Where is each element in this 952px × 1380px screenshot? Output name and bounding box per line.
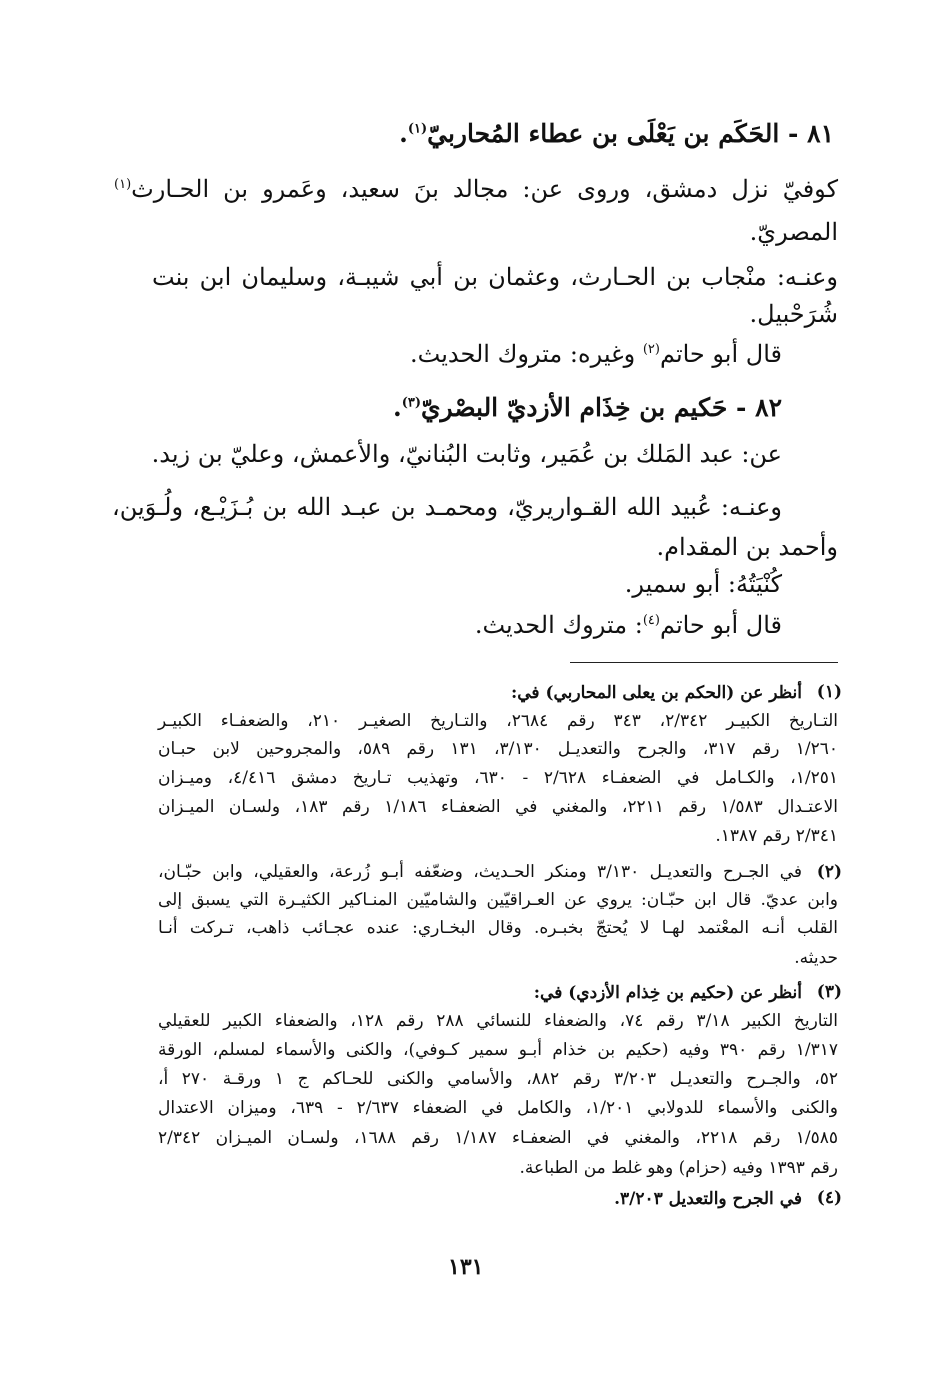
footnote-1-number: (١) [816, 682, 842, 702]
footnote-ref-1b: (١) [114, 177, 132, 192]
footnote-ref-4: (٤) [642, 613, 660, 628]
footnote-ref-2: (٢) [642, 342, 660, 357]
footnote-3-line-4: والكنى والأسماء للدولابي ١/٢٠١، والكامل في الضعفاء ٢/٦٣٧ - ٦٣٩، وميزان الاعتدال [158, 1098, 838, 1118]
footnote-3-line-2: ١/٣١٧ رقم ٣٩٠ وفيه (حكيم بن خذام أبـو سمير كـوفي)، والكنى والأسماء لمسلم، الورقة [158, 1040, 838, 1060]
page-number: ١٣١ [448, 1254, 484, 1280]
entry-81-students-line-2: شُرَحْبيل. [749, 300, 838, 328]
entry-81-verdict: قال أبو حاتم$^{(٢)}$ وغيره: متروك الحديث. [410, 340, 782, 368]
footnote-1-line-1: التـاريخ الكبيـر ٢/٣٤٢، ٣٤٣ رقم ٢٦٨٤، والتـاريخ الصغيـر ٢١٠، والضعفـاء الكبيـر [158, 711, 838, 731]
footnote-2-number: (٢) [816, 862, 842, 882]
entry-81-narrator-line: كوفيّ نزل دمشق، وروى عن: مجالد بنَ سعيد، وعَمرو بن الحـارث$^{(١)}$ [114, 175, 838, 203]
footnote-3-line-0: أنظر عن (حكيم بن خِذام الأزدي) في: [533, 983, 802, 1003]
footnote-1-line-3: ١/٢٥١، والكـامل في الضعفـاء ٢/٦٢٨ - ٦٣٠، وتهذيب تـاريخ دمشق ٤/٤١٦، وميـزان [158, 768, 838, 788]
footnote-1-line-2: ١/٢٦٠ رقم ٣١٧، والجرح والتعديـل ٣/١٣٠، ١٣١ رقم ٥٨٩، والمجروحين لابن حبـان [158, 739, 838, 759]
footnote-1-line-0: أنظر عن (الحكم بن يعلى المحاربي) في: [510, 683, 802, 703]
footnote-3-number: (٣) [816, 982, 842, 1002]
entry-82-verdict: قال أبو حاتم$^{(٤)}$: متروك الحديث. [474, 611, 782, 639]
footnote-2-line-2: القلب أنـه المعْتمد لهـا لا يُحتجّ بخبـره. وقال البخـاري: عنده عجـائب ذاهب، تـركت أنـا [158, 918, 838, 938]
footnote-1-line-4: الاعتـدال ١/٥٨٣ رقم ٢٢١١، والمغني في الضعفـاء ١/١٨٦ رقم ١٨٣، ولسـان الميـزان [158, 797, 838, 817]
footnote-4-number: (٤) [816, 1188, 842, 1208]
footnote-divider [570, 662, 838, 663]
footnote-2-line-1: وابن عديّ. قال ابن حبّـان: يروي عن العـراقيّين والشاميّين المنـاكير الكثيـرة التي يسبق إلى [158, 890, 838, 910]
footnote-3-line-1: التاريخ الكبير ٣/١٨ رقم ٧٤، والضعفاء للنسائي ٢٨٨ رقم ١٢٨، والضعفاء الكبير للعقيلي [158, 1011, 838, 1031]
footnote-ref-3: (٣) [401, 395, 421, 411]
footnote-1-line-5: ٢/٣٤١ رقم ١٣٨٧. [715, 826, 838, 846]
entry-82-teachers-line: عن: عبد المَلك بن عُمَير، وثابت البُنانيّ، والأعمش، وعليّ بن زيد. [151, 440, 782, 468]
entry-82-students-line-2: وأحمد بن المقدام. [656, 533, 838, 561]
footnote-2-line-3: حديثه. [794, 948, 838, 968]
footnote-3-line-5: ١/٥٨٥ رقم ٢٢١٨، والمغني في الضعفـاء ١/١٨٧ رقم ١٦٨٨، ولسـان الميـزان ٢/٣٤٢ [158, 1128, 838, 1148]
entry-81-students-line: وعنـه: منْجاب بن الحـارث، وعثمان بن أبي شيبـة، وسليمان ابن بنت [152, 263, 838, 291]
entry-82-heading: ٨٢ - حَكيم بن خِذَام الأزديّ البصْريّ$^{(٣)}$. [392, 393, 782, 422]
footnote-3-line-6: رقم ١٣٩٣ وفيه (حزام) وهو غلط من الطباعة. [519, 1158, 838, 1178]
entry-82-kunya: كُنْيَتُهُ: أبو سمير. [624, 570, 782, 598]
footnote-ref-1: (١) [407, 121, 428, 137]
entry-82-students-line: وعنـه: عُبيد الله القـواريريّ، ومحمـد بن عبـد الله بن بُـزَيْـع، ولُـوَين، [112, 493, 782, 521]
footnote-3-line-3: ٥٢، والجـرح والتعديـل ٣/٢٠٣ رقم ٨٨٢، والأسامي والكنى للحـاكم ج ١ ورقـة ٢٧٠ أ، [158, 1069, 838, 1089]
entry-81-heading: ٨١ - الحَكَم بن يَعْلَى بن عطاء المُحاربيّ$^{(١)}$. [399, 119, 834, 148]
entry-81-narrator-line-2: المصريّ. [749, 218, 838, 246]
footnote-2-line-0: في الجـرح والتعديـل ٣/١٣٠ ومنكر الحـديث، وضعّفه أبـو زُرعة، والعقيلي، وابن حبّـان، [158, 862, 802, 882]
footnote-4-line-0: في الجرح والتعديل ٣/٢٠٣. [614, 1189, 802, 1209]
